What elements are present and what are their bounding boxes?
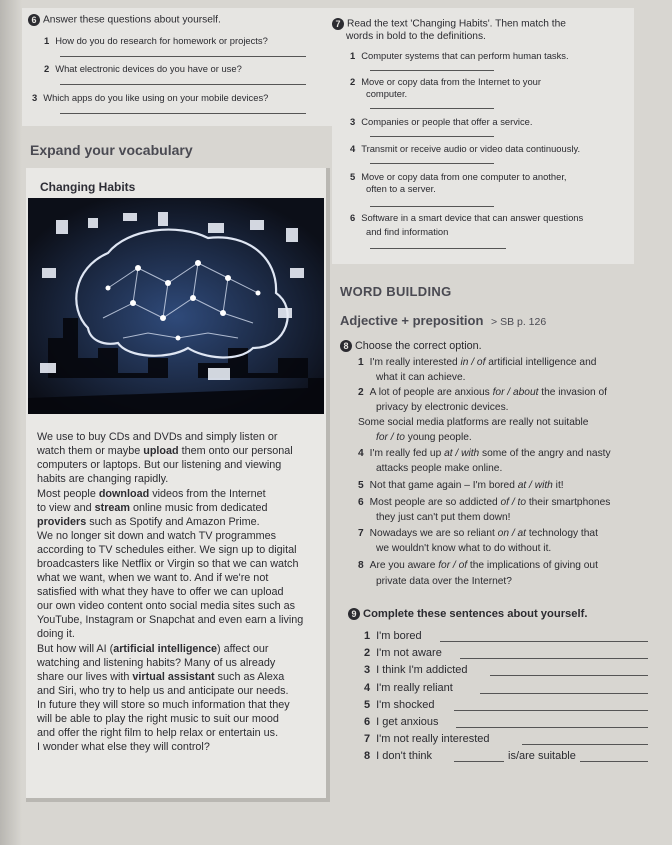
definition-5: 5 Move or copy data from one computer to another, <box>350 171 567 182</box>
para2-line10: YouTube, Instagram or Snapchat and even earn a living <box>37 614 304 626</box>
exercise-7-instruction-1: 7 Read the text 'Changing Habits'. Then match the <box>332 18 566 31</box>
option-8-choices[interactable]: for / of <box>438 560 468 571</box>
definition-1: 1 Computer systems that can perform human tasks. <box>350 50 569 61</box>
para1-line1: We use to buy CDs and DVDs and simply listen or <box>37 431 278 443</box>
option-5-choices[interactable]: at / with <box>517 480 553 491</box>
definition-4-answer[interactable] <box>370 163 494 164</box>
sentence-4-answer[interactable] <box>480 693 648 694</box>
sentence-8-answer-b[interactable] <box>580 761 648 762</box>
definition-6: 6 Software in a smart device that can answer questions <box>350 212 584 223</box>
para1-line2: watch them or maybe upload them onto our personal <box>37 445 293 457</box>
option-1-choices[interactable]: in / of <box>460 357 486 368</box>
keyword-upload: upload <box>143 445 179 457</box>
answer-line-2[interactable] <box>60 84 306 85</box>
exercise-6-instruction: 6 Answer these questions about yourself. <box>28 14 221 27</box>
word-building-heading: WORD BUILDING <box>340 284 452 299</box>
para3-line1: But how will AI (artificial intelligence) affect our <box>37 643 269 655</box>
definition-5-line2: often to a server. <box>366 183 436 194</box>
question-2: 2 What electronic devices do you have or use? <box>44 63 242 74</box>
para2-line1: Most people download videos from the Internet <box>37 488 266 500</box>
para3-line8: I wonder what else they will control? <box>37 741 210 753</box>
option-item-2: 2 A lot of people are anxious for / about the invasion of <box>358 387 607 398</box>
para2-line4: We no longer sit down and watch TV programmes <box>37 530 277 542</box>
exercise-9-badge: 9 <box>348 608 360 620</box>
answer-line-3[interactable] <box>60 113 306 114</box>
ai-brain-illustration <box>28 198 324 414</box>
vocab-heading: Expand your vocabulary <box>30 142 193 158</box>
answer-line-1[interactable] <box>60 56 306 57</box>
para3-line2: watching and listening habits? Many of us already <box>37 657 276 669</box>
option-item-5: 5 Not that game again – I'm bored at / with it! <box>358 480 564 491</box>
definition-2-answer[interactable] <box>370 108 494 109</box>
question-3: 3 Which apps do you like using on your mobile devices? <box>32 92 269 103</box>
option-2-choices[interactable]: for / about <box>492 387 539 398</box>
option-item-1-line2: what it can achieve. <box>376 372 466 383</box>
sentence-1: 1 I'm bored <box>364 630 422 642</box>
option-3-choices[interactable]: for / to <box>376 432 405 443</box>
sentence-7-answer[interactable] <box>522 744 648 745</box>
para1-line3: computers or laptops. But our listening and viewing <box>37 459 282 471</box>
exercise-8-instruction: 8 Choose the correct option. <box>340 340 482 352</box>
article-title: Changing Habits <box>40 180 136 194</box>
sentence-2-answer[interactable] <box>460 658 648 659</box>
keyword-artificial-intelligence: artificial intelligence <box>113 643 218 655</box>
option-item-4: 4 I'm really fed up at / with some of the angry and nasty <box>358 448 611 459</box>
student-book-reference: > SB p. 126 <box>491 316 547 328</box>
option-item-7-line2: we wouldn't know what to do without it. <box>376 543 552 554</box>
sentence-5: 5 I'm shocked <box>364 699 435 711</box>
keyword-providers: providers <box>37 516 87 528</box>
para3-line3: share our lives with virtual assistant such as Alexa <box>37 671 285 683</box>
para2-line11: doing it. <box>37 628 75 640</box>
definition-4: 4 Transmit or receive audio or video data continuously. <box>350 143 581 154</box>
definition-1-answer[interactable] <box>370 70 494 71</box>
option-item-6: 6 Most people are so addicted of / to their smartphones <box>358 497 611 508</box>
exercise-9-instruction: 9 Complete these sentences about yourself. <box>348 608 587 620</box>
para2-line2: to view and stream online music from dedicated <box>37 502 268 514</box>
sentence-8: 8 I don't think <box>364 750 433 762</box>
para2-line3: providers such as Spotify and Amazon Prime. <box>37 516 260 528</box>
sentence-8-suffix: is/are suitable <box>508 750 576 762</box>
keyword-download: download <box>98 488 150 500</box>
sentence-3: 3 I think I'm addicted <box>364 664 468 676</box>
brain-network-graphic <box>28 198 324 414</box>
para2-line9: our own video content onto social media sites such as <box>37 600 296 612</box>
exercise-7-instruction-2: words in bold to the definitions. <box>346 31 486 42</box>
option-item-8: 8 Are you aware for / of the implications of giving out <box>358 560 598 571</box>
sentence-2: 2 I'm not aware <box>364 647 442 659</box>
para1-line4: habits are changing rapidly. <box>37 473 169 485</box>
exercise-7-badge: 7 <box>332 18 344 30</box>
keyword-stream: stream <box>94 502 131 514</box>
para2-line8: satisfied with what they have to offer we can upload <box>37 586 284 598</box>
sentence-4: 4 I'm really reliant <box>364 682 453 694</box>
exercise-8-badge: 8 <box>340 340 352 352</box>
para3-line7: and offer the right film to help relax or entertain us. <box>37 727 279 739</box>
sentence-1-answer[interactable] <box>440 641 648 642</box>
option-item-6-line2: they just can't put them down! <box>376 512 511 523</box>
question-1: 1 How do you do research for homework or projects? <box>44 35 268 46</box>
option-item-1: 1 I'm really interested in / of artificial intelligence and <box>358 357 597 368</box>
sentence-3-answer[interactable] <box>490 675 648 676</box>
para2-line7: what we want, when we want to. And if we're not <box>37 572 269 584</box>
option-item-3-line2: for / to young people. <box>376 432 472 443</box>
option-item-3: Some social media platforms are really not suitable <box>358 417 589 428</box>
para3-line4: and Siri, who try to help us and anticipate our needs. <box>37 685 289 697</box>
para3-line5: In future they will store so much information that they <box>37 699 290 711</box>
para3-line6: will be able to play the right music to suit our mood <box>37 713 279 725</box>
definition-6-answer[interactable] <box>370 248 506 249</box>
definition-3-answer[interactable] <box>370 136 494 137</box>
adjective-preposition-heading: Adjective + preposition > SB p. 126 <box>340 313 547 328</box>
exercise-6-badge: 6 <box>28 14 40 26</box>
option-7-choices[interactable]: on / at <box>497 528 526 539</box>
definition-2: 2 Move or copy data from the Internet to your <box>350 76 541 87</box>
option-item-8-line2: private data over the Internet? <box>376 576 512 587</box>
definition-6-line2: and find information <box>366 226 449 237</box>
sentence-6: 6 I get anxious <box>364 716 439 728</box>
option-6-choices[interactable]: of / to <box>500 497 526 508</box>
page-binding-shadow <box>0 0 22 845</box>
option-4-choices[interactable]: at / with <box>444 448 480 459</box>
definition-5-answer[interactable] <box>370 206 494 207</box>
para2-line6: broadcasters like Netflix or Virgin so that we can watch <box>37 558 299 570</box>
sentence-6-answer[interactable] <box>456 727 648 728</box>
definition-3: 3 Companies or people that offer a service. <box>350 116 533 127</box>
definition-2-line2: computer. <box>366 88 408 99</box>
keyword-virtual-assistant: virtual assistant <box>132 671 215 683</box>
sentence-7: 7 I'm not really interested <box>364 733 490 745</box>
option-item-4-line2: attacks people make online. <box>376 463 503 474</box>
sentence-5-answer[interactable] <box>454 710 648 711</box>
sentence-8-answer-a[interactable] <box>454 761 504 762</box>
option-item-2-line2: privacy by electronic devices. <box>376 402 509 413</box>
option-item-7: 7 Nowadays we are so reliant on / at technology that <box>358 528 598 539</box>
para2-line5: according to TV schedules either. We sign up to digital <box>37 544 297 556</box>
